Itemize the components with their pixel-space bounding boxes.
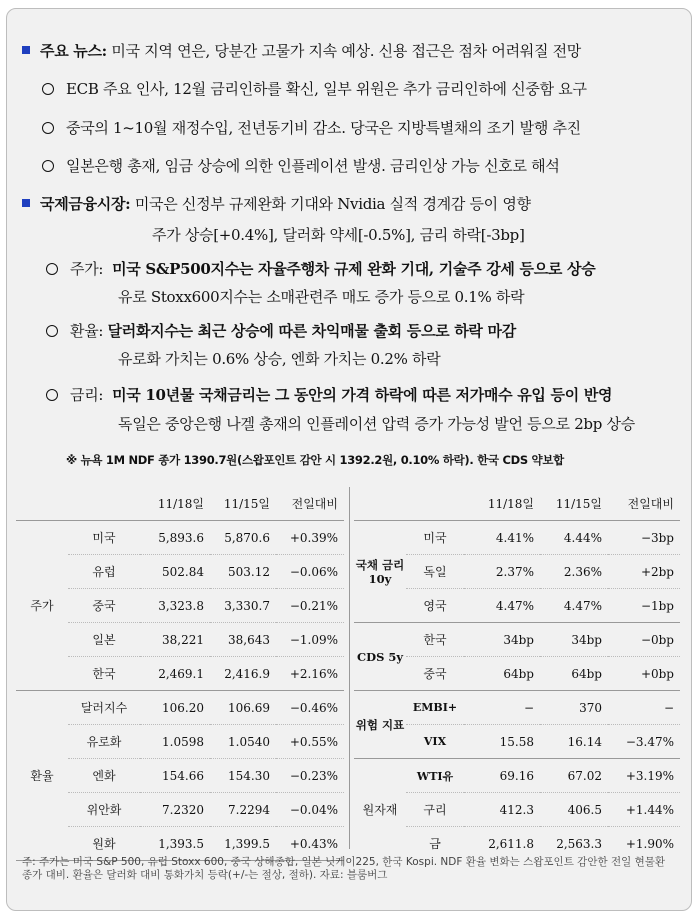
table-row: 유럽 502.84 503.12 −0.06% — [16, 555, 344, 589]
table-row: 금 2,611.8 2,563.3 +1.90% — [429, 836, 674, 851]
col-header-1115: 11/15일 — [540, 487, 608, 521]
circle-bullet-icon — [46, 263, 58, 275]
col-header-change: 전일대비 — [276, 487, 344, 521]
table-row: 영국 4.47% 4.47% −1bp — [354, 589, 680, 623]
circle-bullet-icon — [42, 122, 54, 134]
table-row: 주가 미국 5,893.6 5,870.6 +0.39% — [16, 521, 344, 555]
table-row: 위험 지표 EMBI+ − 370 − — [354, 691, 680, 725]
left-market-table — [16, 487, 344, 861]
col-header-change: 전일대비 — [608, 487, 680, 521]
circle-bullet-icon — [46, 325, 58, 337]
market-head-text: 미국은 신정부 규제완화 기대와 Nvidia 실적 경계감 등이 영향 — [134, 195, 531, 213]
footnote: 주: 주가는 미국 S&P 500, 유럽 Stoxx 600, 중국 상해종합, 일본 닛케이225, 한국 Kospi. NDF 환율 변화는 스왑포인트 감안한 전일 현물환 종가 대비. 환율은 달러화 대비 통화가치 등락(+/-는 절상, 절하). 자료: 블룸버그 — [22, 856, 665, 881]
table-row: 환율 달러지수 106.20 106.69 −0.46% — [16, 691, 344, 725]
news-headline — [22, 40, 581, 61]
fx-item: 환율: 달러화지수는 최근 상승에 따른 차익매물 출회 등으로 하락 마감 — [46, 320, 516, 341]
rate-item: 금리: 미국 10년물 국채금리는 그 동안의 가격 하락에 따른 저가매수 유입 등이 반영 — [46, 384, 612, 405]
col-header-1115: 11/15일 — [210, 487, 276, 521]
rate-detail: 독일은 중앙은행 나겔 총재의 인플레이션 압력 증가 가능성 발언 등으로 2bp 상승 — [118, 415, 635, 433]
market-summary: 주가 상승[+0.4%], 달러화 약세[-0.5%], 금리 하락[-3bp] — [152, 226, 525, 244]
circle-bullet-icon — [42, 83, 54, 95]
group-label: 위험 지표 — [354, 691, 406, 759]
table-row: 엔화 154.66 154.30 −0.23% — [16, 759, 344, 793]
table-divider — [349, 487, 350, 849]
news-item: 일본은행 총재, 임금 상승에 의한 인플레이션 발생. 금리인상 가능 신호로 해석 — [42, 155, 560, 176]
news-head-text: 미국 지역 연은, 당분간 고물가 지속 예상. 신용 접근은 점차 어려워질 전망 — [111, 42, 581, 60]
table-row: 일본 38,221 38,643 −1.09% — [16, 623, 344, 657]
col-header-1118: 11/18일 — [464, 487, 540, 521]
right-market-table — [354, 487, 680, 860]
table-row: 구리 412.3 406.5 +1.44% — [354, 793, 680, 827]
table-row: 한국 2,469.1 2,416.9 +2.16% — [16, 657, 344, 691]
table-row: 중국 3,323.8 3,330.7 −0.21% — [16, 589, 344, 623]
market-headline — [22, 193, 531, 214]
news-head-label: 주요 뉴스: — [40, 42, 107, 60]
table-row: VIX 15.58 16.14 −3.47% — [354, 725, 680, 759]
table-row: 원자재 WTI유 69.16 67.02 +3.19% — [354, 759, 680, 793]
circle-bullet-icon — [42, 160, 54, 172]
table-row: CDS 5y 한국 34bp 34bp −0bp — [354, 623, 680, 657]
table-row: 국채 금리 10y 미국 4.41% 4.44% −3bp — [354, 521, 680, 555]
group-label: 국채 금리 10y — [354, 521, 406, 623]
square-bullet-icon — [22, 46, 30, 54]
table-row: 유로화 1.0598 1.0540 +0.55% — [16, 725, 344, 759]
news-item: ECB 주요 인사, 12월 금리인하를 확신, 일부 위원은 추가 금리인하에 신중함 요구 — [42, 78, 587, 99]
table-row: 원화 1,393.5 1,399.5 +0.43% — [16, 827, 344, 861]
group-label: 원자재 — [362, 803, 398, 817]
circle-bullet-icon — [46, 389, 58, 401]
table-row: 독일 2.37% 2.36% +2bp — [354, 555, 680, 589]
ndf-note: ※ 뉴욕 1M NDF 종가 1390.7원(스왑포인트 감안 시 1392.2원, 0.10% 하락). 한국 CDS 약보합 — [66, 453, 564, 467]
fx-detail: 유로화 가치는 0.6% 상승, 엔화 가치는 0.2% 하락 — [118, 350, 441, 368]
news-item: 중국의 1~10월 재정수입, 전년동기비 감소. 당국은 지방특별채의 조기 발행 추진 — [42, 117, 581, 138]
group-label: 환율 — [16, 691, 68, 861]
group-label: CDS 5y — [354, 623, 406, 691]
table-row: 중국 64bp 64bp +0bp — [354, 657, 680, 691]
col-header-1118: 11/18일 — [140, 487, 210, 521]
stock-item: 주가: 미국 S&P500지수는 자율주행차 규제 완화 기대, 기술주 강세 등으로 상승 — [46, 258, 595, 279]
square-bullet-icon — [22, 199, 30, 207]
stock-detail: 유로 Stoxx600지수는 소매관련주 매도 증가 등으로 0.1% 하락 — [118, 288, 525, 306]
market-head-label: 국제금융시장: — [40, 195, 131, 213]
table-row: 위안화 7.2320 7.2294 −0.04% — [16, 793, 344, 827]
group-label: 주가 — [16, 521, 68, 691]
